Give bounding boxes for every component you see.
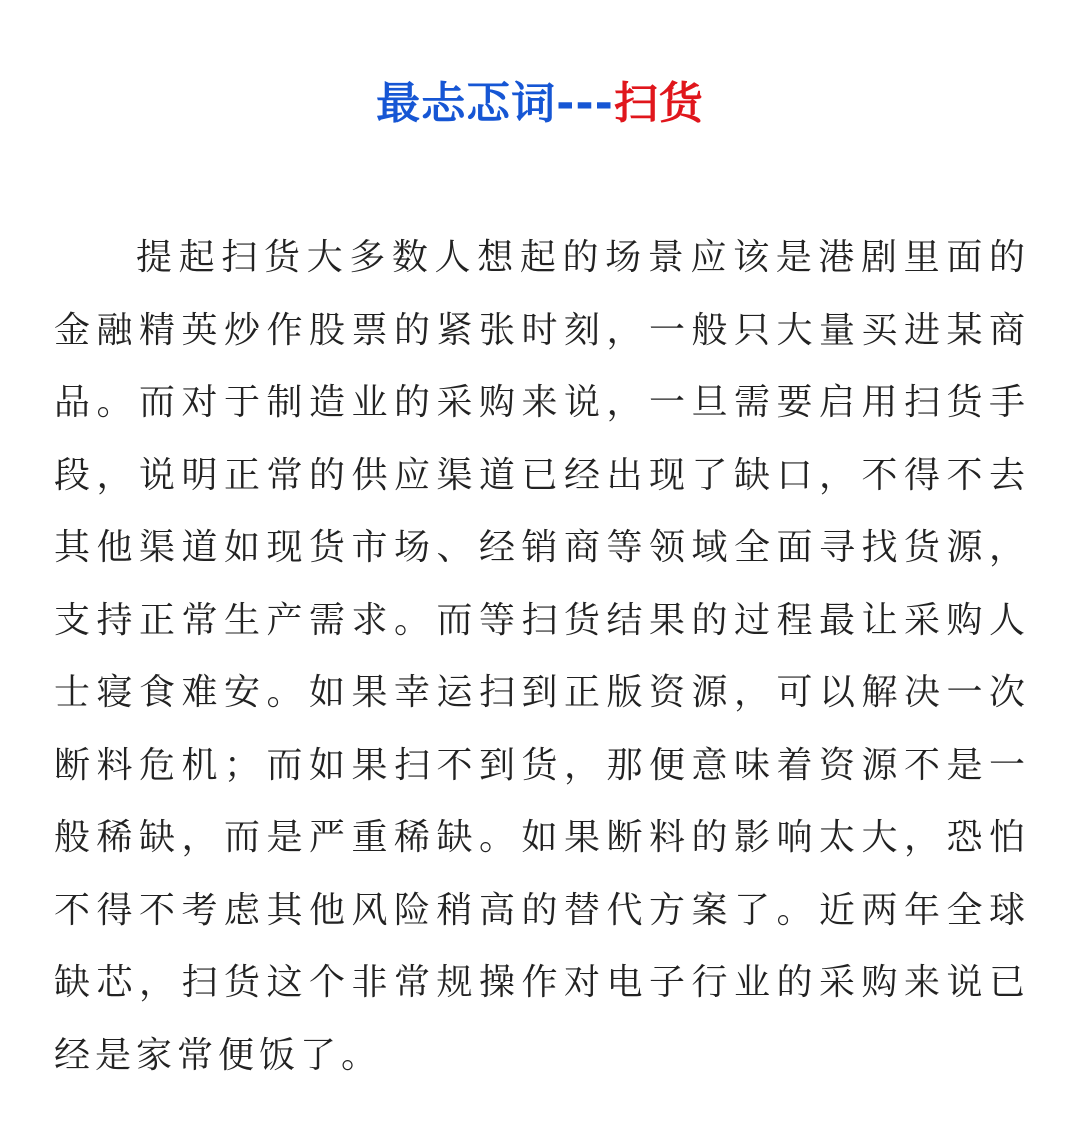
title-keyword: 扫货	[613, 78, 704, 129]
title-separator: ---	[556, 78, 614, 129]
title-main: 最忐忑词	[376, 78, 557, 129]
page-title	[0, 72, 1080, 136]
article-paragraph: 提起扫货大多数人想起的场景应该是港剧里面的金融精英炒作股票的紧张时刻，一般只大量买进某商品。而对于制造业的采购来说，一旦需要启用扫货手段，说明正常的供应渠道已经出现了缺口，不得不去其他渠道如现货市场、经销商等领域全面寻找货源，支持正常生产需求。而等扫货结果的过程最让采购人士寝食难安。如果幸运扫到正版资源，可以解决一次断料危机；而如果扫不到货，那便意味着资源不是一般稀缺，而是严重稀缺。如果断料的影响太大，恐怕不得不考虑其他风险稍高的替代方案了。近两年全球缺芯，扫货这个非常规操作对电子行业的采购来说已经是家常便饭了。	[54, 237, 1030, 1076]
